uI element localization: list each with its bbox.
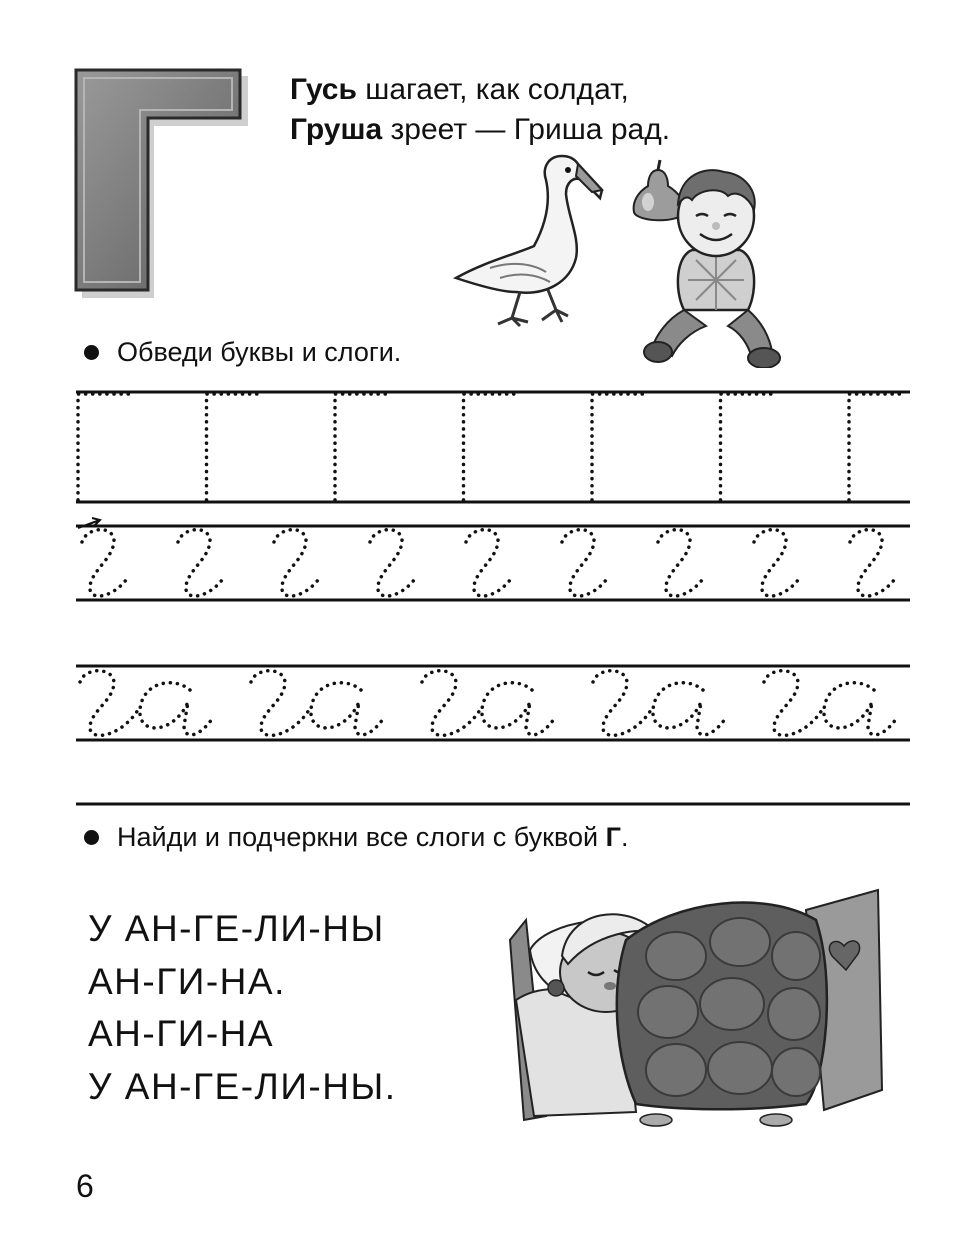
dotted-cursive-letter xyxy=(466,530,510,596)
page-number: 6 xyxy=(76,1168,94,1204)
dotted-cursive-syllable xyxy=(422,671,480,736)
print-letters-row xyxy=(76,392,910,502)
dotted-cursive-syllable xyxy=(593,671,651,736)
dotted-cursive-syllable xyxy=(764,671,822,736)
bullet-icon xyxy=(84,345,99,360)
instruction-find xyxy=(84,820,628,854)
dotted-cursive-syllable xyxy=(653,683,727,735)
dotted-cursive-letter xyxy=(82,530,126,596)
dotted-cursive-syllable xyxy=(251,671,309,736)
goose-illustration xyxy=(450,150,620,330)
syllable-line-3: АН-ГИ-НА xyxy=(88,1013,275,1054)
dotted-print-letter xyxy=(335,394,391,500)
dotted-cursive-letter xyxy=(754,530,798,596)
poem-line-2: Груша зреет — Гриша рад. xyxy=(290,113,671,146)
dotted-cursive-letter xyxy=(850,530,894,596)
dotted-print-letter xyxy=(207,394,263,500)
tracing-exercise-area xyxy=(0,380,974,810)
syllable-text xyxy=(88,903,397,1113)
boy-grisha-illustration xyxy=(636,160,796,368)
dotted-cursive-letter xyxy=(370,530,414,596)
dotted-cursive-letter xyxy=(178,530,222,596)
cursive-letters-row xyxy=(76,518,910,600)
instruction-trace-text: Обведи буквы и слоги. xyxy=(117,337,402,367)
dotted-print-letter xyxy=(78,394,134,500)
poem xyxy=(290,70,670,150)
dotted-print-letter xyxy=(849,394,905,500)
sleeping-kitten-in-bed-illustration xyxy=(506,880,886,1128)
dotted-print-letter xyxy=(721,394,777,500)
dotted-print-letter xyxy=(592,394,648,500)
instruction-trace xyxy=(84,335,401,369)
dotted-cursive-syllable xyxy=(311,683,385,735)
poem-line-1: Гусь шагает, как солдат, xyxy=(290,73,629,106)
dotted-cursive-letter xyxy=(274,530,318,596)
syllable-line-2: АН-ГИ-НА. xyxy=(88,960,286,1002)
instruction-find-text: Найди и подчеркни все слоги с буквой Г. xyxy=(117,822,629,852)
syllable-line-4: У АН-ГЕ-ЛИ-НЫ. xyxy=(88,1065,397,1107)
dotted-cursive-letter xyxy=(658,530,702,596)
dotted-cursive-syllable xyxy=(140,683,214,735)
dotted-cursive-letter xyxy=(562,530,606,596)
dotted-print-letter xyxy=(464,394,520,500)
big-letter-g xyxy=(72,66,252,302)
bullet-icon xyxy=(84,830,99,845)
cursive-syllables-row xyxy=(76,666,910,804)
syllable-line-1: У АН-ГЕ-ЛИ-НЫ xyxy=(88,908,385,949)
dotted-cursive-syllable xyxy=(824,683,898,735)
dotted-cursive-syllable xyxy=(80,671,138,736)
dotted-cursive-syllable xyxy=(482,683,556,735)
